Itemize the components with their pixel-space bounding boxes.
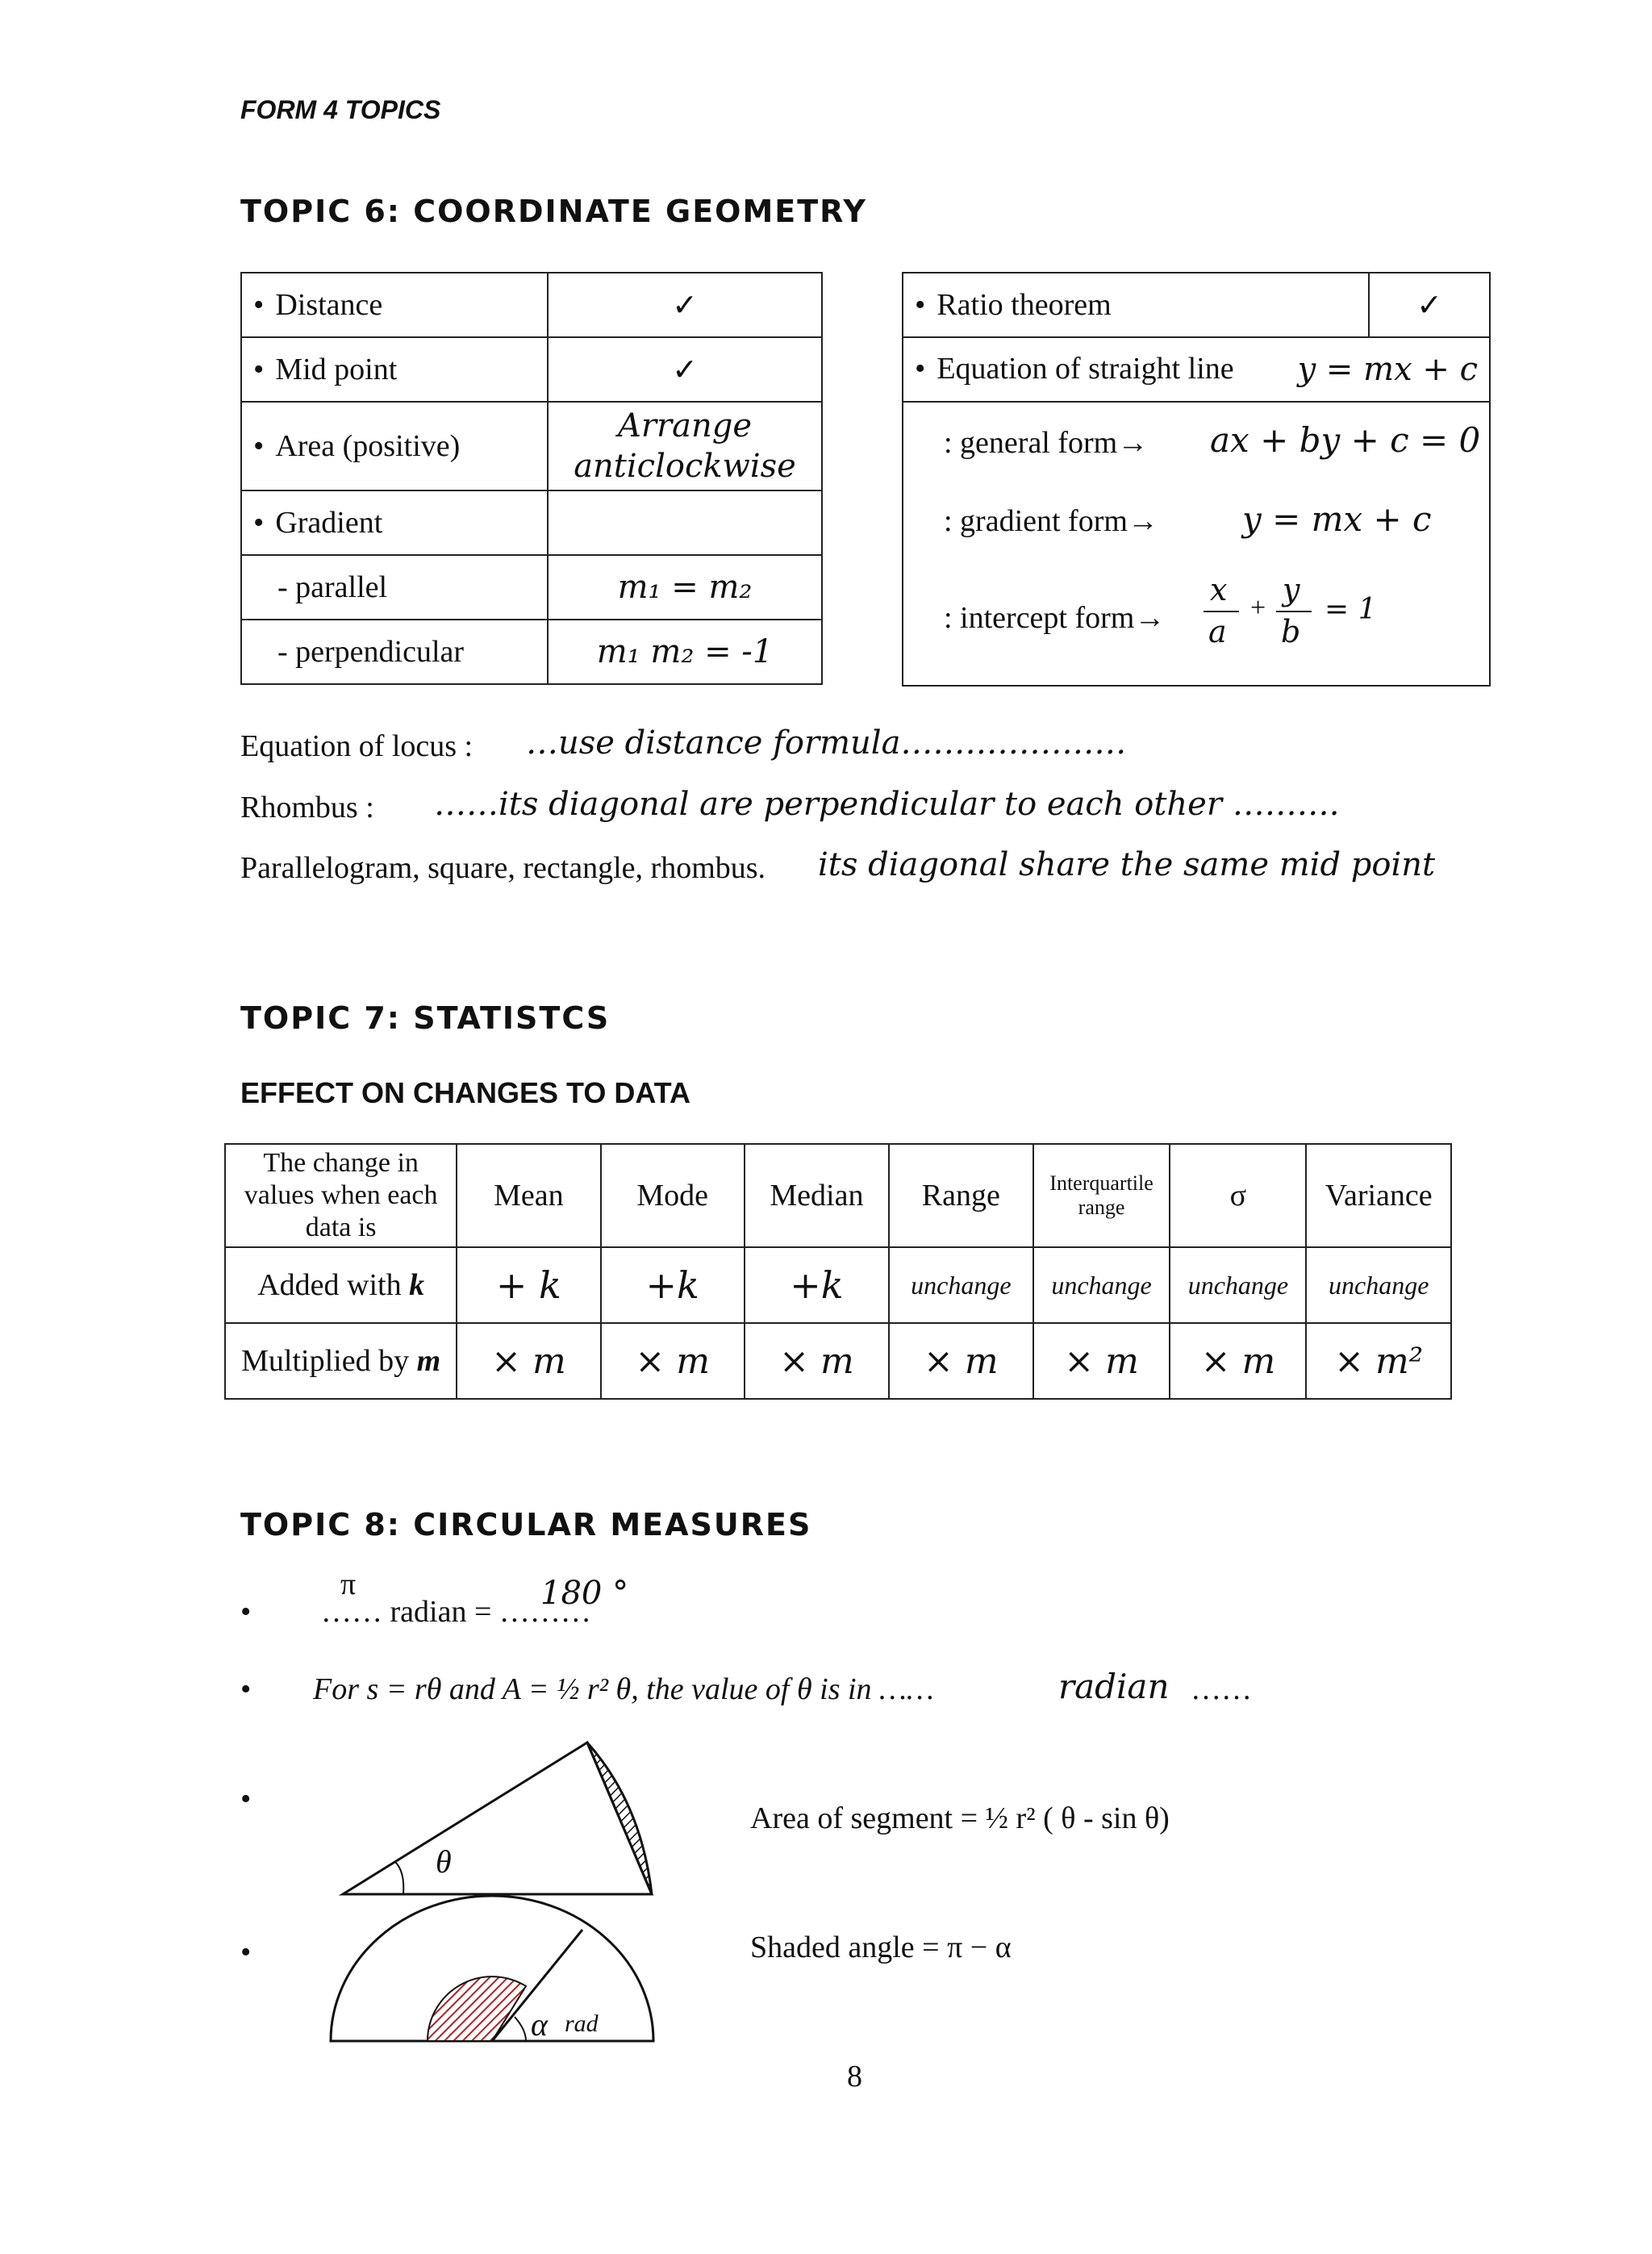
statistics-table bbox=[224, 1143, 1452, 1400]
stats-mult-median: × m bbox=[745, 1323, 889, 1399]
left-row-gradient-value bbox=[548, 490, 822, 555]
left-row-distance-value: ✓ bbox=[548, 273, 822, 337]
topic6-title: TOPIC 6: COORDINATE GEOMETRY bbox=[240, 194, 867, 229]
stats-added-range: unchange bbox=[889, 1247, 1033, 1323]
semicircle-diagram bbox=[323, 1888, 661, 2049]
stats-added-sigma: unchange bbox=[1170, 1247, 1306, 1323]
stats-mult-variance: × m² bbox=[1306, 1323, 1451, 1399]
stats-added-iqr: unchange bbox=[1033, 1247, 1170, 1323]
stats-header-sigma: σ bbox=[1170, 1144, 1306, 1247]
stats-added-median: +k bbox=[745, 1247, 889, 1323]
stats-row-added-label: Added with k bbox=[225, 1247, 457, 1323]
right-row-straight-line: • Equation of straight line y = mx + c bbox=[903, 337, 1490, 402]
left-row-parallel-label: - parallel bbox=[241, 555, 548, 620]
left-row-midpoint-label: • Mid point bbox=[241, 337, 548, 402]
stats-header-iqr: Interquartile range bbox=[1033, 1144, 1170, 1247]
fraction-bar-y bbox=[1276, 611, 1312, 612]
stats-mult-iqr: × m bbox=[1033, 1323, 1170, 1399]
pi-symbol: π bbox=[340, 1567, 357, 1601]
intercept-a: a bbox=[1208, 614, 1227, 649]
general-form-value: ax + by + c = 0 bbox=[1210, 420, 1481, 460]
rhombus-value: ……its diagonal are perpendicular to each other ………. bbox=[434, 786, 1340, 823]
stats-mult-mode: × m bbox=[601, 1323, 745, 1399]
topic7-title: TOPIC 7: STATISTCS bbox=[240, 1000, 611, 1036]
left-row-perpendicular-value: m₁ m₂ = -1 bbox=[548, 620, 822, 684]
arc-formula-value: radian bbox=[1058, 1667, 1170, 1706]
page-number: 8 bbox=[847, 2060, 862, 2093]
arc-formula-tail: …… bbox=[1191, 1672, 1252, 1706]
segment-shaded-arc bbox=[587, 1743, 652, 1894]
topic8-title: TOPIC 8: CIRCULAR MEASURES bbox=[240, 1507, 812, 1542]
gradient-form-value: y = mx + c bbox=[1242, 499, 1432, 539]
stats-header-mode: Mode bbox=[601, 1144, 745, 1247]
left-row-perpendicular-label: - perpendicular bbox=[241, 620, 548, 684]
left-row-gradient-label: • Gradient bbox=[241, 490, 548, 555]
stats-header-median: Median bbox=[745, 1144, 889, 1247]
right-row-ratio-label: • Ratio theorem bbox=[903, 273, 1369, 337]
bullet-3: • bbox=[240, 1782, 252, 1816]
intercept-plus: + bbox=[1250, 593, 1266, 623]
rad-label: rad bbox=[565, 2010, 599, 2037]
bullet-2: • bbox=[240, 1672, 252, 1706]
bullet-4: • bbox=[240, 1935, 252, 1969]
intercept-form-label: : intercept form→ bbox=[944, 601, 1166, 635]
coordinate-left-table bbox=[240, 272, 823, 685]
segment-area-formula: Area of segment = ½ r² ( θ - sin θ) bbox=[750, 1801, 1170, 1835]
general-form-label: : general form→ bbox=[944, 426, 1149, 460]
stats-header-mean: Mean bbox=[457, 1144, 600, 1247]
intercept-form-fraction bbox=[1204, 572, 1413, 653]
stats-added-variance: unchange bbox=[1306, 1247, 1451, 1323]
stats-mult-range: × m bbox=[889, 1323, 1033, 1399]
parallelogram-label: Parallelogram, square, rectangle, rhombus. bbox=[240, 851, 766, 885]
parallelogram-value: its diagonal share the same mid point bbox=[818, 846, 1436, 883]
intercept-equals-one: = 1 bbox=[1325, 593, 1377, 626]
left-row-area-value: Arrange anticlockwise bbox=[548, 402, 822, 490]
theta-label: θ bbox=[436, 1843, 452, 1880]
radian-line-text: …… radian = ……… bbox=[321, 1595, 591, 1629]
intercept-x: x bbox=[1210, 572, 1228, 607]
stats-header-change: The change in values when each data is bbox=[225, 1144, 457, 1247]
stats-mult-mean: × m bbox=[457, 1323, 600, 1399]
fraction-bar-x bbox=[1204, 611, 1239, 612]
bullet-1: • bbox=[240, 1595, 252, 1629]
stats-row-multiplied-label: Multiplied by m bbox=[225, 1323, 457, 1399]
locus-label: Equation of locus : bbox=[240, 729, 473, 763]
left-row-area-label: • Area (positive) bbox=[241, 402, 548, 490]
stats-added-mode: +k bbox=[601, 1247, 745, 1323]
gradient-form-label: : gradient form→ bbox=[944, 504, 1158, 538]
shaded-angle-formula: Shaded angle = π − α bbox=[750, 1931, 1012, 1964]
straight-line-equation: y = mx + c bbox=[1297, 351, 1478, 388]
right-forms-cell bbox=[903, 402, 1490, 686]
left-row-midpoint-value: ✓ bbox=[548, 337, 822, 402]
segment-diagram bbox=[323, 1726, 678, 1912]
stats-added-mean: + k bbox=[457, 1247, 600, 1323]
radian-value: 180 ° bbox=[540, 1575, 629, 1612]
stats-header-range: Range bbox=[889, 1144, 1033, 1247]
rhombus-label: Rhombus : bbox=[240, 791, 374, 824]
left-row-parallel-value: m₁ = m₂ bbox=[548, 555, 822, 620]
stats-header-variance: Variance bbox=[1306, 1144, 1451, 1247]
left-row-distance-label: • Distance bbox=[241, 273, 548, 337]
arc-formula-text: For s = rθ and A = ½ r² θ, the value of θ is in …… bbox=[313, 1672, 934, 1706]
locus-value: …use distance formula………………… bbox=[526, 724, 1127, 762]
alpha-arc bbox=[515, 2017, 526, 2041]
page-header: FORM 4 TOPICS bbox=[240, 95, 441, 124]
intercept-y: y bbox=[1283, 572, 1300, 607]
alpha-label: α bbox=[531, 2006, 548, 2043]
intercept-b: b bbox=[1281, 614, 1301, 649]
stats-mult-sigma: × m bbox=[1170, 1323, 1306, 1399]
right-row-ratio-value: ✓ bbox=[1369, 273, 1490, 337]
topic7-subtitle: EFFECT ON CHANGES TO DATA bbox=[240, 1076, 690, 1109]
shaded-angle-sector bbox=[428, 1976, 526, 2041]
coordinate-right-table bbox=[902, 272, 1491, 687]
